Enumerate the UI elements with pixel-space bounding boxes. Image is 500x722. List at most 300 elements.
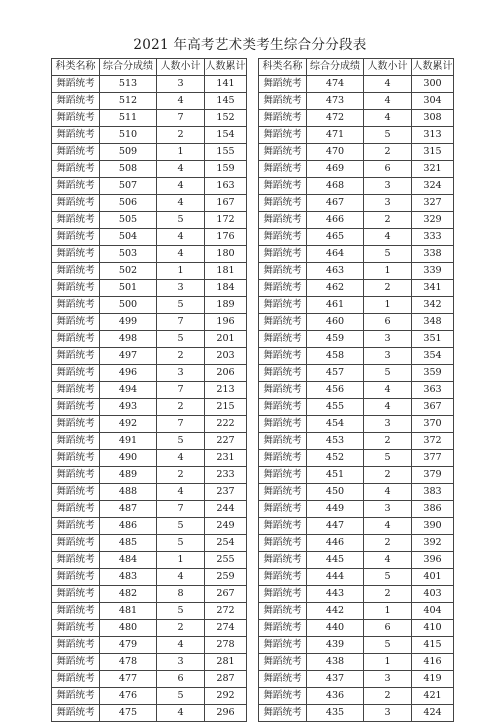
cell-cumulative: 370 (412, 416, 454, 433)
cell-cumulative: 401 (412, 569, 454, 586)
cell-count: 3 (364, 195, 412, 212)
cell-category: 舞蹈统考 (259, 569, 307, 586)
cell-count: 4 (157, 246, 205, 263)
cell-count: 3 (364, 178, 412, 195)
cell-cumulative: 196 (205, 314, 247, 331)
cell-cumulative: 403 (412, 586, 454, 603)
cell-count: 2 (364, 688, 412, 705)
header-score: 综合分成绩 (100, 59, 157, 76)
table-row (52, 416, 247, 433)
table-row (259, 314, 454, 331)
cell-cumulative: 359 (412, 365, 454, 382)
table-row (52, 688, 247, 705)
cell-category: 舞蹈统考 (52, 331, 100, 348)
cell-category: 舞蹈统考 (52, 76, 100, 93)
cell-cumulative: 249 (205, 518, 247, 535)
table-row (259, 297, 454, 314)
cell-score: 451 (307, 467, 364, 484)
cell-score: 479 (100, 637, 157, 654)
cell-cumulative: 379 (412, 467, 454, 484)
header-count: 人数小计 (157, 59, 205, 76)
cell-score: 440 (307, 620, 364, 637)
cell-cumulative: 281 (205, 654, 247, 671)
table-row (259, 382, 454, 399)
cell-cumulative: 354 (412, 348, 454, 365)
cell-category: 舞蹈统考 (259, 603, 307, 620)
table-row (259, 535, 454, 552)
cell-cumulative: 338 (412, 246, 454, 263)
table-row (259, 552, 454, 569)
table-row (52, 671, 247, 688)
cell-category: 舞蹈统考 (259, 552, 307, 569)
cell-cumulative: 419 (412, 671, 454, 688)
cell-cumulative: 383 (412, 484, 454, 501)
cell-category: 舞蹈统考 (259, 535, 307, 552)
cell-score: 454 (307, 416, 364, 433)
cell-cumulative: 244 (205, 501, 247, 518)
table-row (259, 263, 454, 280)
cell-score: 464 (307, 246, 364, 263)
cell-count: 3 (364, 501, 412, 518)
table-row (52, 263, 247, 280)
cell-count: 3 (364, 705, 412, 722)
cell-category: 舞蹈统考 (259, 110, 307, 127)
cell-count: 5 (157, 518, 205, 535)
table-row (259, 110, 454, 127)
cell-score: 442 (307, 603, 364, 620)
table-row (52, 637, 247, 654)
cell-count: 4 (364, 399, 412, 416)
cell-count: 2 (364, 280, 412, 297)
header-category: 科类名称 (259, 59, 307, 76)
cell-count: 1 (364, 263, 412, 280)
cell-count: 4 (157, 637, 205, 654)
cell-count: 5 (364, 637, 412, 654)
table-row (52, 535, 247, 552)
table-row (259, 365, 454, 382)
table-row (259, 280, 454, 297)
cell-score: 473 (307, 93, 364, 110)
cell-cumulative: 424 (412, 705, 454, 722)
table-row (52, 484, 247, 501)
table-row (259, 688, 454, 705)
cell-cumulative: 274 (205, 620, 247, 637)
cell-score: 483 (100, 569, 157, 586)
cell-category: 舞蹈统考 (52, 484, 100, 501)
table-row (259, 484, 454, 501)
page-title: 2021 年高考艺术类考生综合分分段表 (133, 37, 367, 53)
cell-cumulative: 363 (412, 382, 454, 399)
cell-category: 舞蹈统考 (52, 569, 100, 586)
cell-cumulative: 410 (412, 620, 454, 637)
cell-count: 6 (157, 671, 205, 688)
cell-score: 438 (307, 654, 364, 671)
table-row (259, 637, 454, 654)
score-table-right (258, 58, 454, 722)
cell-count: 4 (364, 93, 412, 110)
cell-category: 舞蹈统考 (52, 654, 100, 671)
cell-count: 4 (157, 161, 205, 178)
cell-score: 455 (307, 399, 364, 416)
cell-category: 舞蹈统考 (52, 450, 100, 467)
cell-score: 471 (307, 127, 364, 144)
table-row (259, 705, 454, 722)
cell-score: 494 (100, 382, 157, 399)
header-count: 人数小计 (364, 59, 412, 76)
cell-score: 472 (307, 110, 364, 127)
header-cumulative: 人数累计 (412, 59, 454, 76)
cell-cumulative: 390 (412, 518, 454, 535)
cell-category: 舞蹈统考 (52, 382, 100, 399)
cell-category: 舞蹈统考 (259, 637, 307, 654)
cell-category: 舞蹈统考 (259, 331, 307, 348)
cell-cumulative: 155 (205, 144, 247, 161)
table-header-row (259, 59, 454, 76)
table-row (259, 586, 454, 603)
cell-category: 舞蹈统考 (259, 348, 307, 365)
table-row (259, 246, 454, 263)
cell-score: 461 (307, 297, 364, 314)
cell-count: 4 (157, 229, 205, 246)
cell-cumulative: 278 (205, 637, 247, 654)
cell-score: 512 (100, 93, 157, 110)
cell-category: 舞蹈统考 (52, 297, 100, 314)
cell-cumulative: 154 (205, 127, 247, 144)
cell-count: 5 (364, 246, 412, 263)
table-row (52, 297, 247, 314)
cell-category: 舞蹈统考 (52, 110, 100, 127)
cell-count: 4 (364, 484, 412, 501)
cell-category: 舞蹈统考 (52, 229, 100, 246)
cell-score: 490 (100, 450, 157, 467)
cell-score: 504 (100, 229, 157, 246)
table-row (259, 433, 454, 450)
cell-count: 2 (364, 535, 412, 552)
table-row (259, 450, 454, 467)
cell-cumulative: 237 (205, 484, 247, 501)
cell-count: 7 (157, 501, 205, 518)
cell-cumulative: 416 (412, 654, 454, 671)
cell-cumulative: 206 (205, 365, 247, 382)
cell-category: 舞蹈统考 (52, 280, 100, 297)
cell-category: 舞蹈统考 (259, 229, 307, 246)
cell-count: 7 (157, 314, 205, 331)
cell-count: 5 (157, 535, 205, 552)
cell-count: 3 (364, 416, 412, 433)
table-row (259, 229, 454, 246)
cell-count: 7 (157, 382, 205, 399)
cell-score: 506 (100, 195, 157, 212)
cell-category: 舞蹈统考 (52, 637, 100, 654)
table-row (259, 212, 454, 229)
cell-score: 485 (100, 535, 157, 552)
score-table-left (51, 58, 247, 722)
cell-cumulative: 351 (412, 331, 454, 348)
table-row (52, 280, 247, 297)
cell-category: 舞蹈统考 (52, 535, 100, 552)
table-row (52, 127, 247, 144)
cell-count: 4 (364, 552, 412, 569)
cell-cumulative: 329 (412, 212, 454, 229)
cell-cumulative: 184 (205, 280, 247, 297)
cell-count: 1 (364, 297, 412, 314)
cell-category: 舞蹈统考 (259, 365, 307, 382)
cell-score: 486 (100, 518, 157, 535)
cell-count: 4 (364, 518, 412, 535)
cell-category: 舞蹈统考 (52, 671, 100, 688)
cell-count: 5 (157, 297, 205, 314)
header-cumulative: 人数累计 (205, 59, 247, 76)
cell-category: 舞蹈统考 (259, 671, 307, 688)
cell-score: 453 (307, 433, 364, 450)
cell-cumulative: 152 (205, 110, 247, 127)
cell-score: 458 (307, 348, 364, 365)
table-row (52, 382, 247, 399)
cell-score: 439 (307, 637, 364, 654)
cell-score: 459 (307, 331, 364, 348)
cell-count: 5 (157, 331, 205, 348)
cell-cumulative: 213 (205, 382, 247, 399)
cell-cumulative: 315 (412, 144, 454, 161)
table-row (52, 144, 247, 161)
cell-cumulative: 167 (205, 195, 247, 212)
table-row (52, 433, 247, 450)
cell-cumulative: 231 (205, 450, 247, 467)
cell-category: 舞蹈统考 (52, 518, 100, 535)
cell-count: 2 (157, 467, 205, 484)
cell-count: 2 (364, 433, 412, 450)
cell-score: 469 (307, 161, 364, 178)
cell-cumulative: 272 (205, 603, 247, 620)
cell-category: 舞蹈统考 (259, 433, 307, 450)
cell-score: 499 (100, 314, 157, 331)
cell-score: 489 (100, 467, 157, 484)
cell-count: 2 (157, 399, 205, 416)
table-row (52, 467, 247, 484)
table-row (52, 586, 247, 603)
cell-count: 5 (364, 569, 412, 586)
table-row (52, 552, 247, 569)
table-row (259, 416, 454, 433)
cell-category: 舞蹈统考 (259, 501, 307, 518)
table-row (52, 76, 247, 93)
cell-category: 舞蹈统考 (259, 416, 307, 433)
table-row (52, 314, 247, 331)
cell-cumulative: 324 (412, 178, 454, 195)
table-row (259, 501, 454, 518)
table-row (52, 365, 247, 382)
cell-cumulative: 176 (205, 229, 247, 246)
cell-score: 507 (100, 178, 157, 195)
table-row (259, 569, 454, 586)
cell-category: 舞蹈统考 (52, 212, 100, 229)
cell-score: 465 (307, 229, 364, 246)
cell-cumulative: 267 (205, 586, 247, 603)
cell-cumulative: 396 (412, 552, 454, 569)
cell-score: 498 (100, 331, 157, 348)
cell-score: 449 (307, 501, 364, 518)
cell-count: 6 (364, 620, 412, 637)
cell-score: 477 (100, 671, 157, 688)
cell-category: 舞蹈统考 (259, 705, 307, 722)
table-row (52, 229, 247, 246)
table-row (52, 603, 247, 620)
table-row (52, 654, 247, 671)
table-row (259, 467, 454, 484)
cell-score: 450 (307, 484, 364, 501)
cell-category: 舞蹈统考 (259, 93, 307, 110)
table-row (259, 331, 454, 348)
cell-count: 4 (157, 195, 205, 212)
table-row (259, 348, 454, 365)
cell-score: 474 (307, 76, 364, 93)
table-row (52, 705, 247, 722)
cell-cumulative: 392 (412, 535, 454, 552)
cell-count: 4 (157, 93, 205, 110)
cell-count: 1 (157, 263, 205, 280)
cell-count: 6 (364, 161, 412, 178)
cell-category: 舞蹈统考 (52, 195, 100, 212)
cell-count: 4 (157, 178, 205, 195)
table-row (259, 178, 454, 195)
cell-count: 6 (364, 314, 412, 331)
table-row (52, 195, 247, 212)
cell-score: 475 (100, 705, 157, 722)
cell-category: 舞蹈统考 (259, 212, 307, 229)
cell-category: 舞蹈统考 (52, 178, 100, 195)
cell-count: 2 (364, 212, 412, 229)
cell-category: 舞蹈统考 (259, 688, 307, 705)
table-row (52, 93, 247, 110)
table-row (259, 620, 454, 637)
cell-cumulative: 321 (412, 161, 454, 178)
cell-cumulative: 341 (412, 280, 454, 297)
cell-count: 7 (157, 110, 205, 127)
cell-cumulative: 172 (205, 212, 247, 229)
cell-score: 510 (100, 127, 157, 144)
cell-cumulative: 292 (205, 688, 247, 705)
cell-cumulative: 287 (205, 671, 247, 688)
cell-cumulative: 348 (412, 314, 454, 331)
table-row (259, 399, 454, 416)
cell-category: 舞蹈统考 (259, 246, 307, 263)
table-row (259, 518, 454, 535)
table-row (259, 93, 454, 110)
cell-category: 舞蹈统考 (259, 178, 307, 195)
cell-score: 492 (100, 416, 157, 433)
cell-category: 舞蹈统考 (259, 297, 307, 314)
table-row (259, 127, 454, 144)
cell-count: 1 (157, 552, 205, 569)
cell-cumulative: 404 (412, 603, 454, 620)
cell-score: 497 (100, 348, 157, 365)
cell-cumulative: 201 (205, 331, 247, 348)
cell-count: 5 (364, 127, 412, 144)
cell-category: 舞蹈统考 (259, 467, 307, 484)
cell-score: 482 (100, 586, 157, 603)
cell-cumulative: 189 (205, 297, 247, 314)
table-row (52, 450, 247, 467)
cell-cumulative: 415 (412, 637, 454, 654)
cell-cumulative: 159 (205, 161, 247, 178)
cell-count: 4 (157, 705, 205, 722)
cell-count: 5 (157, 433, 205, 450)
cell-score: 481 (100, 603, 157, 620)
cell-cumulative: 327 (412, 195, 454, 212)
cell-count: 3 (157, 76, 205, 93)
cell-cumulative: 141 (205, 76, 247, 93)
cell-category: 舞蹈统考 (259, 450, 307, 467)
cell-count: 4 (364, 76, 412, 93)
cell-count: 3 (364, 348, 412, 365)
cell-cumulative: 367 (412, 399, 454, 416)
cell-category: 舞蹈统考 (52, 467, 100, 484)
table-row (52, 110, 247, 127)
table-row (259, 76, 454, 93)
table-row (52, 399, 247, 416)
cell-count: 5 (157, 688, 205, 705)
cell-cumulative: 222 (205, 416, 247, 433)
cell-count: 1 (157, 144, 205, 161)
cell-category: 舞蹈统考 (52, 603, 100, 620)
header-score: 综合分成绩 (307, 59, 364, 76)
cell-score: 484 (100, 552, 157, 569)
cell-cumulative: 233 (205, 467, 247, 484)
cell-category: 舞蹈统考 (259, 399, 307, 416)
cell-category: 舞蹈统考 (259, 280, 307, 297)
cell-cumulative: 313 (412, 127, 454, 144)
cell-score: 447 (307, 518, 364, 535)
cell-category: 舞蹈统考 (52, 127, 100, 144)
cell-category: 舞蹈统考 (52, 586, 100, 603)
cell-count: 7 (157, 416, 205, 433)
cell-category: 舞蹈统考 (52, 144, 100, 161)
cell-score: 505 (100, 212, 157, 229)
cell-score: 437 (307, 671, 364, 688)
cell-category: 舞蹈统考 (52, 433, 100, 450)
cell-count: 5 (157, 603, 205, 620)
cell-score: 436 (307, 688, 364, 705)
cell-score: 496 (100, 365, 157, 382)
cell-cumulative: 180 (205, 246, 247, 263)
cell-count: 5 (364, 450, 412, 467)
cell-score: 478 (100, 654, 157, 671)
cell-count: 2 (364, 467, 412, 484)
cell-category: 舞蹈统考 (259, 620, 307, 637)
cell-score: 480 (100, 620, 157, 637)
cell-cumulative: 215 (205, 399, 247, 416)
cell-cumulative: 386 (412, 501, 454, 518)
cell-category: 舞蹈统考 (259, 586, 307, 603)
cell-count: 1 (364, 603, 412, 620)
cell-score: 503 (100, 246, 157, 263)
cell-score: 501 (100, 280, 157, 297)
cell-score: 435 (307, 705, 364, 722)
cell-score: 443 (307, 586, 364, 603)
cell-score: 452 (307, 450, 364, 467)
table-row (52, 348, 247, 365)
cell-score: 456 (307, 382, 364, 399)
cell-cumulative: 181 (205, 263, 247, 280)
cell-cumulative: 227 (205, 433, 247, 450)
cell-category: 舞蹈统考 (52, 365, 100, 382)
cell-count: 2 (157, 127, 205, 144)
cell-count: 4 (157, 569, 205, 586)
cell-score: 457 (307, 365, 364, 382)
cell-category: 舞蹈统考 (259, 382, 307, 399)
cell-category: 舞蹈统考 (52, 705, 100, 722)
cell-score: 445 (307, 552, 364, 569)
